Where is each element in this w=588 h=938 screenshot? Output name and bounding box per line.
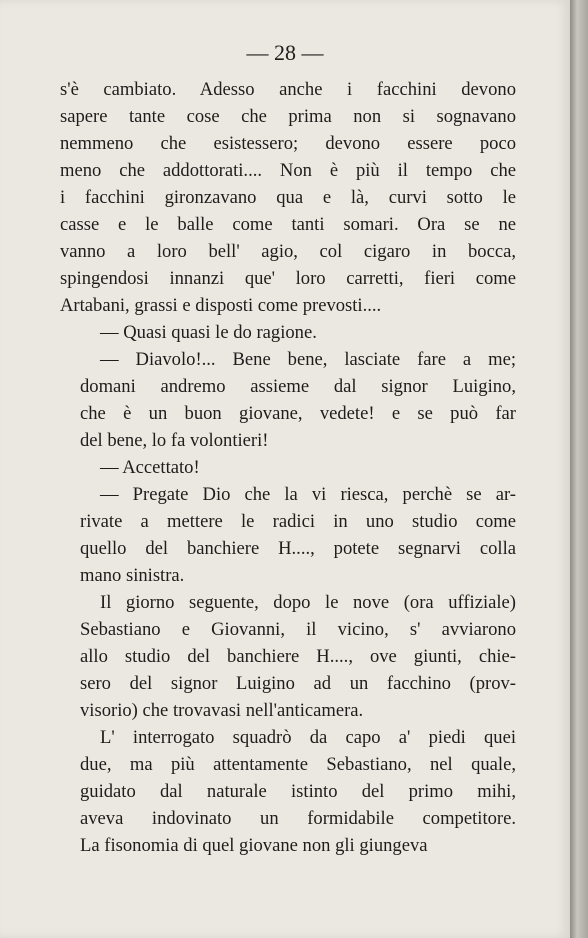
text-line: — Diavolo!... Bene bene, lasciate fare a me; bbox=[100, 349, 516, 370]
text-line: spingendosi innanzi que' loro carretti, fieri come bbox=[60, 268, 516, 289]
text-line: sapere tante cose che prima non si sognavano bbox=[60, 106, 516, 127]
text-line: meno che addottorati.... Non è più il tempo che bbox=[60, 160, 516, 181]
paragraph bbox=[60, 346, 516, 454]
text-line: vanno a loro bell' agio, col cigaro in bocca, bbox=[60, 241, 516, 262]
page-text bbox=[60, 76, 516, 859]
text-line: aveva indovinato un formidabile competitore. bbox=[80, 808, 516, 829]
paragraph bbox=[60, 589, 516, 724]
text-line: due, ma più attentamente Sebastiano, nel quale, bbox=[80, 754, 516, 775]
text-line: che è un buon giovane, vedete! e se può far bbox=[80, 403, 516, 424]
text-line: quello del banchiere H...., potete segnarvi colla bbox=[80, 538, 516, 559]
text-line: casse e le balle come tanti somari. Ora se ne bbox=[60, 214, 516, 235]
text-line: sero del signor Luigino ad un facchino (prov- bbox=[80, 673, 516, 694]
text-line: rivate a mettere le radici in uno studio come bbox=[80, 511, 516, 532]
paragraph bbox=[60, 76, 516, 319]
text-line: Il giorno seguente, dopo le nove (ora uffiziale) bbox=[100, 592, 516, 613]
paragraph bbox=[60, 481, 516, 589]
text-line: — Quasi quasi le do ragione. bbox=[100, 322, 317, 343]
text-line: nemmeno che esistessero; devono essere poco bbox=[60, 133, 516, 154]
text-line: domani andremo assieme dal signor Luigino, bbox=[80, 376, 516, 397]
paragraph bbox=[60, 319, 516, 346]
text-line: — Accettato! bbox=[100, 457, 200, 478]
text-line: visorio) che trovavasi nell'anticamera. bbox=[80, 700, 364, 721]
text-line: — Pregate Dio che la vi riesca, perchè se ar- bbox=[100, 484, 516, 505]
paragraph bbox=[60, 454, 516, 481]
text-line: i facchini gironzavano qua e là, curvi sotto le bbox=[60, 187, 516, 208]
text-line: del bene, lo fa volontieri! bbox=[80, 430, 269, 451]
paragraph bbox=[60, 724, 516, 859]
text-line: guidato dal naturale istinto del primo mihi, bbox=[80, 781, 516, 802]
page-number: — 28 — bbox=[246, 40, 324, 65]
text-line: allo studio del banchiere H...., ove giunti, chie- bbox=[80, 646, 516, 667]
text-line: L' interrogato squadrò da capo a' piedi quei bbox=[100, 727, 516, 748]
text-line: Artabani, grassi e disposti come prevosti.... bbox=[60, 295, 382, 316]
text-line: mano sinistra. bbox=[80, 565, 185, 586]
text-line: La fisonomia di quel giovane non gli giungeva bbox=[80, 835, 428, 856]
text-line: Sebastiano e Giovanni, il vicino, s' avviarono bbox=[80, 619, 516, 640]
text-line: s'è cambiato. Adesso anche i facchini devono bbox=[60, 79, 516, 100]
page-edge bbox=[570, 0, 588, 938]
